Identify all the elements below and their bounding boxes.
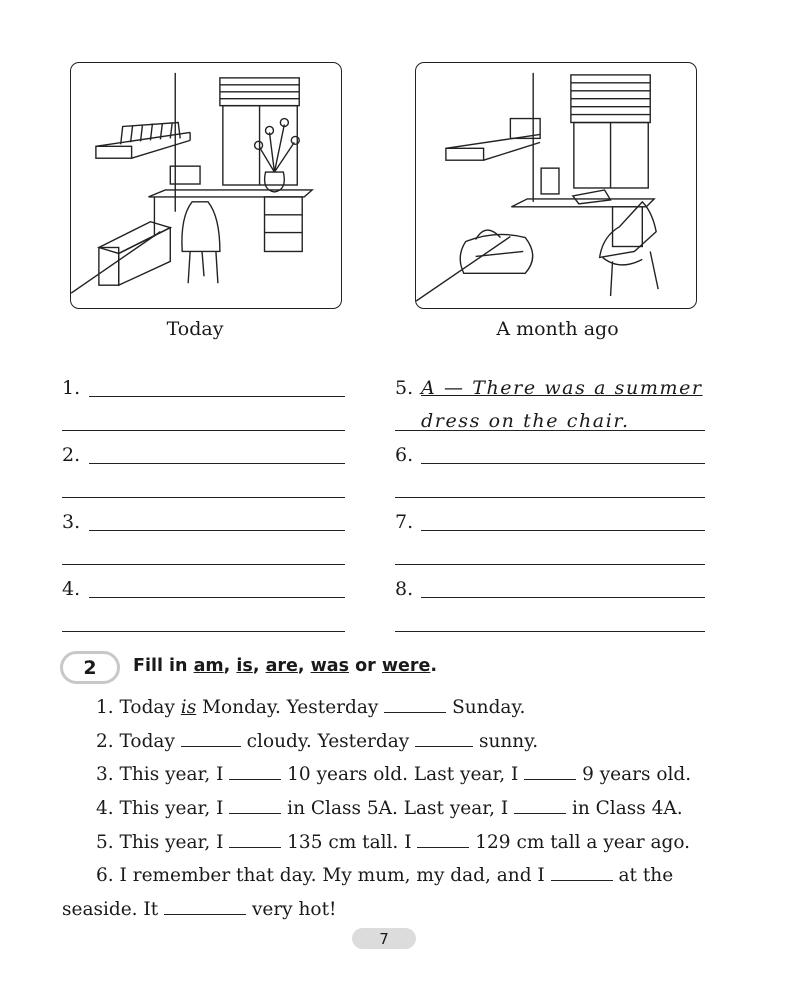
- blank-field[interactable]: [514, 797, 566, 814]
- blank-field[interactable]: [415, 730, 473, 747]
- blank-field[interactable]: [384, 696, 446, 713]
- answer-line[interactable]: [89, 530, 345, 531]
- word-is: is: [236, 656, 253, 676]
- example-answer-line1: A — There was a summer: [421, 377, 703, 399]
- sentence-5: 5. This year, I 135 cm tall. I 129 cm tall a year ago.: [96, 832, 691, 853]
- answer-line[interactable]: [62, 430, 345, 431]
- exercise-number-badge: [60, 651, 120, 684]
- blank-field[interactable]: [229, 831, 281, 848]
- item-5-number: 5.: [395, 377, 414, 399]
- sentence-3: 3. This year, I 10 years old. Last year, I 9 years old.: [96, 764, 692, 785]
- picture-month-ago: [415, 62, 697, 309]
- picture-today: [70, 62, 342, 309]
- caption-month-ago: A month ago: [496, 318, 619, 340]
- answer-line[interactable]: [395, 497, 705, 498]
- answer-line[interactable]: [395, 564, 705, 565]
- item-3-number: 3.: [62, 511, 81, 533]
- blank-field[interactable]: [229, 763, 281, 780]
- answer-line[interactable]: [421, 597, 705, 598]
- blank-field[interactable]: [551, 864, 613, 881]
- example-word: is: [180, 697, 197, 718]
- exercise-instruction: Fill in am, is, are, was or were.: [133, 656, 438, 676]
- item-1-number: 1.: [62, 377, 81, 399]
- answer-line[interactable]: [89, 463, 345, 464]
- answer-line[interactable]: [421, 463, 705, 464]
- sentence-6-continued: seaside. It very hot!: [62, 899, 337, 920]
- item-4-number: 4.: [62, 578, 81, 600]
- sentence-1: 1. Today is Monday. Yesterday Sunday.: [96, 697, 526, 718]
- item-6-number: 6.: [395, 444, 414, 466]
- answer-line[interactable]: [62, 564, 345, 565]
- item-7-number: 7.: [395, 511, 414, 533]
- page-number: 7: [352, 928, 416, 949]
- word-are: are: [265, 656, 298, 676]
- answer-line[interactable]: [89, 396, 345, 397]
- answer-line[interactable]: [62, 497, 345, 498]
- item-2-number: 2.: [62, 444, 81, 466]
- sentence-2: 2. Today cloudy. Yesterday sunny.: [96, 731, 539, 752]
- answer-line[interactable]: [421, 530, 705, 531]
- blank-field[interactable]: [229, 797, 281, 814]
- sentence-4: 4. This year, I in Class 5A. Last year, I in Class 4A.: [96, 798, 683, 819]
- answer-line[interactable]: [395, 631, 705, 632]
- word-am: am: [193, 656, 224, 676]
- item-8-number: 8.: [395, 578, 414, 600]
- word-was: was: [310, 656, 350, 676]
- caption-today: Today: [166, 318, 224, 340]
- blank-field[interactable]: [417, 831, 469, 848]
- sentence-6: 6. I remember that day. My mum, my dad, and I at the: [96, 865, 674, 886]
- example-answer-line2: dress on the chair.: [421, 410, 630, 432]
- answer-line[interactable]: [89, 597, 345, 598]
- word-were: were: [381, 656, 431, 676]
- blank-field[interactable]: [524, 763, 576, 780]
- answer-line[interactable]: [395, 430, 705, 431]
- blank-field[interactable]: [181, 730, 241, 747]
- answer-line[interactable]: [62, 631, 345, 632]
- exercise-number: 2: [83, 656, 97, 679]
- blank-field[interactable]: [164, 898, 246, 915]
